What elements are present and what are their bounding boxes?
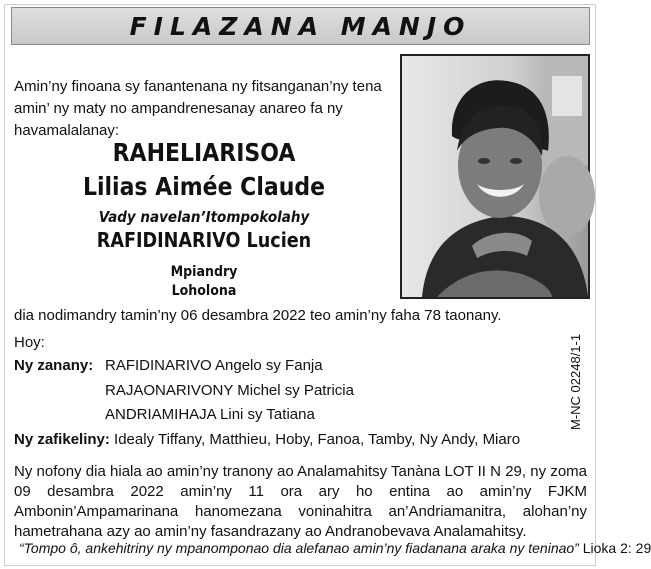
children-label: Ny zanany: <box>14 357 94 374</box>
child-entry: RAJAONARIVONY Michel sy Patricia <box>105 382 354 399</box>
quote-verse: Lioka 2: 29 <box>582 540 651 556</box>
title-line-1: Mpiandry <box>170 264 238 280</box>
quote-text: “Tompo ô, ankehitriny ny mpanomponao dia alefanao amin’ny fiadanana araka ny teninao” <box>19 540 579 556</box>
deceased-given-names: Lilias Aimée Claude <box>82 172 326 201</box>
portrait-image <box>402 56 588 297</box>
portrait-photo <box>400 54 590 299</box>
funeral-paragraph: Ny nofony dia hiala ao amin’ny tranony ao Analamahitsy Tanàna LOT II N 29, ny zoma 09 desambra 2022 amin’ny 11 ora ary ho entina ao amin’ny FJKM Ambonin’Ampamarinana hanomezana voninahitra an’Andriamanitra, alohan’ny hametrahana azy ao amin’ny fasandrazany ao Andranobevava Analamahitsy. <box>14 463 587 540</box>
hoy-label: Hoy: <box>14 334 45 351</box>
child-entry: RAFIDINARIVO Angelo sy Fanja <box>105 357 323 374</box>
death-date-line: dia nodimandry tamin’ny 06 desambra 2022 teo amin’ny faha 78 taonany. <box>14 307 502 324</box>
grandchildren-label: Ny zafikeliny: <box>14 431 110 448</box>
title-line-2: Loholona <box>171 283 237 299</box>
husband-name: RAFIDINARIVO Lucien <box>96 228 312 252</box>
deceased-surname: RAHELIARISOA <box>112 138 296 167</box>
notice-title: FILAZANA MANJO <box>129 11 472 41</box>
reference-code: M-NC 02248/1-1 <box>568 333 583 430</box>
child-entry: ANDRIAMIHAJA Lini sy Tatiana <box>105 406 315 423</box>
intro-text: Amin’ny finoana sy fanantenana ny fitsanganan’ny tena amin’ ny maty no ampandrenesanay anareo fa ny havamalalanay: <box>14 78 382 139</box>
relation-line: Vady navelan’Itompokolahy <box>98 208 310 226</box>
grandchildren-names: Idealy Tiffany, Matthieu, Hoby, Fanoa, Tamby, Ny Andy, Miaro <box>114 431 521 448</box>
bible-quote <box>19 539 651 557</box>
grandchildren-row <box>14 430 520 450</box>
notice-header <box>11 7 590 45</box>
